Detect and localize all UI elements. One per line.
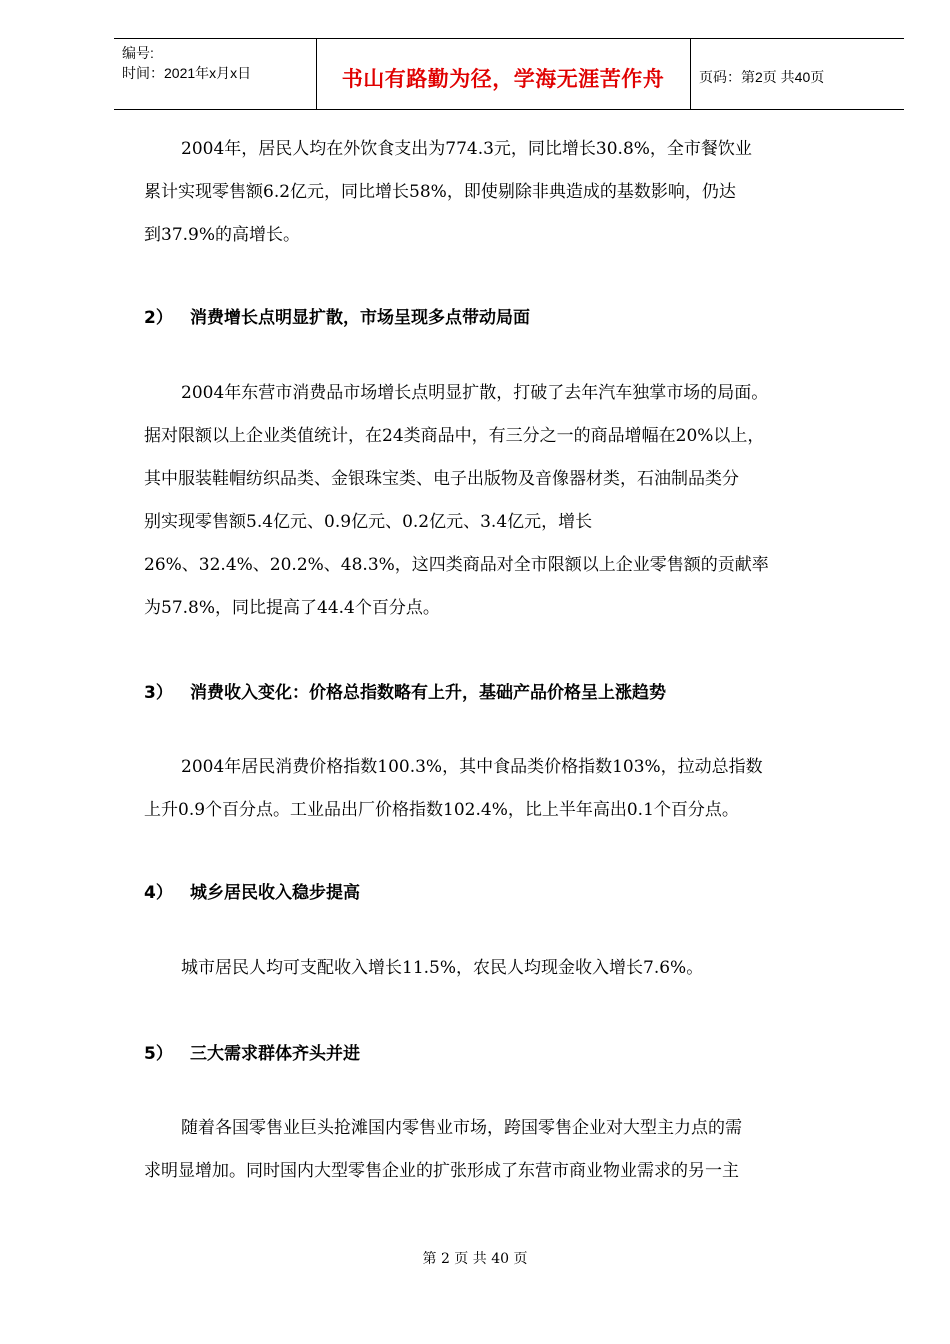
text-line: 2004年，居民人均在外饮食支出为774.3元，同比增长30.8%，全市餐饮业: [181, 139, 752, 159]
section-number: 2）: [144, 308, 173, 328]
section-title: 三大需求群体齐头并进: [190, 1044, 360, 1064]
section-title: 消费增长点明显扩散，市场呈现多点带动局面: [190, 308, 530, 328]
header-motto: 书山有路勤为径，学海无涯苦作舟: [341, 67, 665, 91]
section-heading-5: [144, 1039, 360, 1064]
header-motto-cell: [316, 39, 691, 109]
text-line: 其中服装鞋帽纺织品类、金银珠宝类、电子出版物及音像器材类，石油制品类分: [144, 469, 739, 489]
document-code-label: 编号:: [122, 45, 154, 61]
section-title: 消费收入变化：价格总指数略有上升，基础产品价格呈上涨趋势: [190, 683, 666, 703]
paragraph-price-index: [144, 746, 884, 832]
document-time-label: 时间：2021年x月x日: [122, 65, 252, 81]
section-number: 3）: [144, 683, 173, 703]
text-line: 26%、32.4%、20.2%、48.3%，这四类商品对全市限额以上企业零售额的贡献率: [144, 555, 769, 575]
text-line: 累计实现零售额6.2亿元，同比增长58%，即使剔除非典造成的基数影响，仍达: [144, 182, 736, 202]
section-heading-3: [144, 678, 666, 703]
page-header: [114, 38, 904, 110]
section-number: 5）: [144, 1044, 173, 1064]
section-title: 城乡居民收入稳步提高: [190, 883, 360, 903]
section-number: 4）: [144, 883, 173, 903]
page-footer: 第 2 页 共 40 页: [422, 1251, 528, 1267]
text-line: 别实现零售额5.4亿元、0.9亿元、0.2亿元、3.4亿元，增长: [144, 512, 593, 532]
header-page-cell: [691, 39, 904, 109]
header-meta-cell: [114, 39, 317, 109]
section-heading-2: [144, 303, 530, 328]
text-line: 2004年东营市消费品市场增长点明显扩散，打破了去年汽车独掌市场的局面。: [181, 383, 769, 403]
paragraph-demand-groups: [144, 1107, 884, 1193]
text-line: 城市居民人均可支配收入增长11.5%，农民人均现金收入增长7.6%。: [181, 958, 704, 978]
section-heading-4: [144, 878, 360, 903]
text-line: 为57.8%，同比提高了44.4个百分点。: [144, 598, 440, 618]
text-line: 求明显增加。同时国内大型零售企业的扩张形成了东营市商业物业需求的另一主: [144, 1161, 739, 1181]
text-line: 到37.9%的高增长。: [144, 225, 301, 245]
paragraph-dining-spending: [144, 128, 884, 257]
text-line: 2004年居民消费价格指数100.3%，其中食品类价格指数103%，拉动总指数: [181, 757, 763, 777]
header-page-number: 页码：第2页 共40页: [699, 69, 825, 85]
text-line: 据对限额以上企业类值统计，在24类商品中，有三分之一的商品增幅在20%以上，: [144, 426, 765, 446]
paragraph-growth-points: [144, 372, 884, 630]
text-line: 上升0.9个百分点。工业品出厂价格指数102.4%，比上半年高出0.1个百分点。: [144, 800, 739, 820]
paragraph-income: [144, 947, 884, 990]
text-line: 随着各国零售业巨头抢滩国内零售业市场，跨国零售企业对大型主力点的需: [181, 1118, 742, 1138]
